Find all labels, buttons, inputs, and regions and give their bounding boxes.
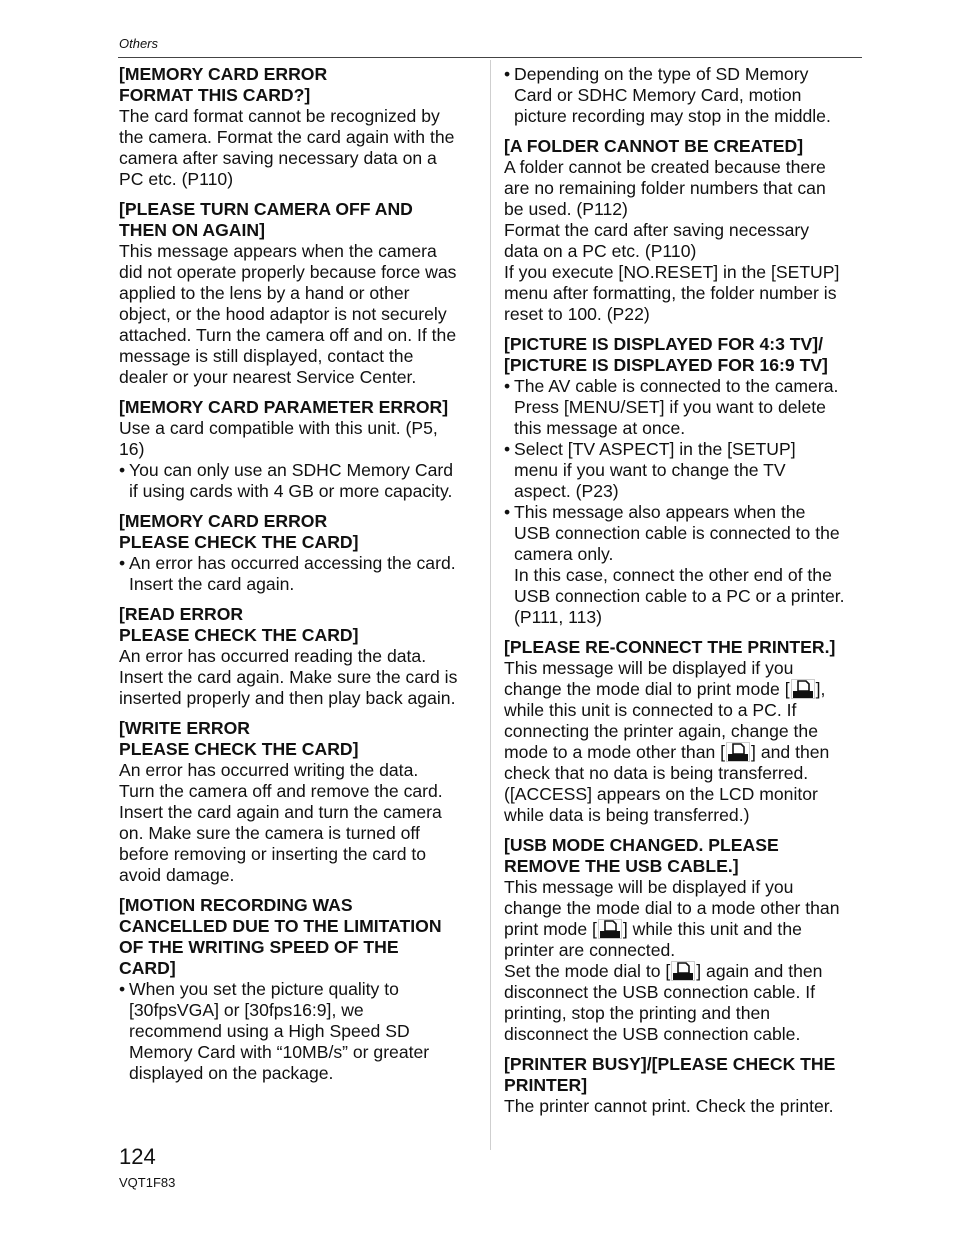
text-line: check that no data is being transferred.	[504, 763, 809, 783]
text-line: [MOTION RECORDING WAS	[119, 895, 353, 915]
text-line: message is still displayed, contact the	[119, 346, 414, 366]
text-line: The card format cannot be recognized by	[119, 106, 440, 126]
text-line: camera after saving necessary data on a	[119, 148, 437, 168]
message-heading	[504, 1054, 864, 1096]
text-line: The AV cable is connected to the camera.	[514, 376, 839, 396]
text-line: [PLEASE TURN CAMERA OFF AND	[119, 199, 413, 219]
text-line: PLEASE CHECK THE CARD]	[119, 625, 359, 645]
text-line: ] again and then	[696, 961, 823, 981]
text-line: if using cards with 4 GB or more capacity.	[129, 481, 453, 501]
message-section	[504, 64, 864, 127]
text-line: menu after formatting, the folder number is	[504, 283, 837, 303]
text-line: while data is being transferred.)	[504, 805, 750, 825]
text-line: this message at once.	[514, 418, 686, 438]
bullet-item	[119, 553, 481, 595]
text-line: camera only.	[514, 544, 614, 564]
text-line: PRINTER]	[504, 1075, 588, 1095]
text-line: [READ ERROR	[119, 604, 244, 624]
message-heading	[119, 895, 481, 979]
text-line: ] while this unit and the	[622, 919, 802, 939]
text-line: This message appears when the camera	[119, 241, 437, 261]
text-line: printing, stop the printing and then	[504, 1003, 771, 1023]
message-body	[119, 760, 481, 886]
message-heading	[504, 835, 864, 877]
message-heading	[119, 397, 481, 418]
bullet-item	[504, 439, 864, 502]
text-line: print mode [	[504, 919, 597, 939]
text-line: dealer or your nearest Service Center.	[119, 367, 417, 387]
text-line: be used. (P112)	[504, 199, 628, 219]
message-heading	[504, 136, 864, 157]
text-line: Memory Card with “10MB/s” or greater	[129, 1042, 430, 1062]
message-section	[504, 334, 864, 628]
message-section	[504, 835, 864, 1045]
text-line: This message also appears when the	[514, 502, 806, 522]
printer-icon	[791, 679, 815, 699]
printer-icon	[671, 961, 695, 981]
text-line: mode to a mode other than [	[504, 742, 726, 762]
text-line: Select [TV ASPECT] in the [SETUP]	[514, 439, 796, 459]
message-body	[504, 658, 864, 826]
message-section	[504, 1054, 864, 1117]
text-line: Depending on the type of SD Memory	[514, 64, 809, 84]
message-section	[119, 511, 481, 595]
text-line: An error has occurred writing the data.	[119, 760, 419, 780]
text-line: A folder cannot be created because there	[504, 157, 826, 177]
text-line: menu if you want to change the TV	[514, 460, 786, 480]
text-line: [PICTURE IS DISPLAYED FOR 16:9 TV]	[504, 355, 828, 375]
text-line: CANCELLED DUE TO THE LIMITATION	[119, 916, 442, 936]
message-heading	[119, 604, 481, 646]
text-line: Insert the card again. Make sure the card is	[119, 667, 458, 687]
text-line: You can only use an SDHC Memory Card	[129, 460, 454, 480]
text-line: (P111, 113)	[514, 607, 603, 627]
printer-icon	[598, 919, 622, 939]
model-code: VQT1F83	[119, 1175, 176, 1190]
column-divider	[490, 60, 491, 1150]
message-body	[119, 241, 481, 388]
page-number: 124	[119, 1144, 156, 1169]
text-line: [PICTURE IS DISPLAYED FOR 4:3 TV]/	[504, 334, 824, 354]
bullet-item	[119, 460, 481, 502]
message-section	[119, 64, 481, 190]
text-line: Turn the camera off and remove the card.	[119, 781, 443, 801]
text-line: on. Make sure the camera is turned off	[119, 823, 420, 843]
header-rule	[118, 57, 862, 58]
section-header: Others	[119, 36, 159, 51]
text-line: REMOVE THE USB CABLE.]	[504, 856, 739, 876]
text-line: FORMAT THIS CARD?]	[119, 85, 311, 105]
text-line: This message will be displayed if you	[504, 658, 794, 678]
text-line: If you execute [NO.RESET] in the [SETUP]	[504, 262, 840, 282]
text-line: Card or SDHC Memory Card, motion	[514, 85, 802, 105]
text-line: 16)	[119, 439, 145, 459]
message-heading	[119, 718, 481, 760]
text-line: [PLEASE RE-CONNECT THE PRINTER.]	[504, 637, 836, 657]
text-line: Set the mode dial to [	[504, 961, 671, 981]
text-line: displayed on the package.	[129, 1063, 334, 1083]
text-line: avoid damage.	[119, 865, 235, 885]
text-line: [PRINTER BUSY]/[PLEASE CHECK THE	[504, 1054, 836, 1074]
text-line: When you set the picture quality to	[129, 979, 399, 999]
text-line: before removing or inserting the card to	[119, 844, 427, 864]
left-column	[119, 64, 481, 1093]
text-line: [USB MODE CHANGED. PLEASE	[504, 835, 779, 855]
text-line: PC etc. (P110)	[119, 169, 234, 189]
bullet-item	[504, 64, 864, 127]
text-line: Use a card compatible with this unit. (P5,	[119, 418, 438, 438]
text-line: THEN ON AGAIN]	[119, 220, 265, 240]
text-line: disconnect the USB connection cable.	[504, 1024, 801, 1044]
text-line: ] and then	[751, 742, 830, 762]
text-line: while this unit is connected to a PC. If	[504, 700, 797, 720]
message-section	[119, 199, 481, 388]
bullet-item	[119, 979, 481, 1084]
text-line: OF THE WRITING SPEED OF THE	[119, 937, 399, 957]
text-line: PLEASE CHECK THE CARD]	[119, 739, 359, 759]
text-line: [WRITE ERROR	[119, 718, 250, 738]
message-section	[504, 136, 864, 325]
message-body	[504, 1096, 864, 1117]
text-line: did not operate properly because force was	[119, 262, 457, 282]
text-line: An error has occurred reading the data.	[119, 646, 427, 666]
message-section	[119, 604, 481, 709]
message-heading	[119, 511, 481, 553]
text-line: [A FOLDER CANNOT BE CREATED]	[504, 136, 804, 156]
text-line: connecting the printer again, change the	[504, 721, 818, 741]
text-line: [MEMORY CARD PARAMETER ERROR]	[119, 397, 449, 417]
message-section	[119, 895, 481, 1084]
text-line: The printer cannot print. Check the printer.	[504, 1096, 834, 1116]
text-line: USB connection cable is connected to the	[514, 523, 840, 543]
message-heading	[119, 64, 481, 106]
text-line: ],	[815, 679, 826, 699]
message-body	[119, 106, 481, 190]
text-line: Insert the card again and turn the camera	[119, 802, 442, 822]
message-heading	[119, 199, 481, 241]
text-line: the camera. Format the card again with the	[119, 127, 455, 147]
bullet-item	[504, 502, 864, 628]
printer-icon	[726, 742, 750, 762]
text-line: Insert the card again.	[129, 574, 295, 594]
message-heading	[504, 637, 864, 658]
text-line: This message will be displayed if you	[504, 877, 794, 897]
text-line: printer are connected.	[504, 940, 676, 960]
text-line: USB connection cable to a PC or a printer.	[514, 586, 845, 606]
text-line: [MEMORY CARD ERROR	[119, 511, 328, 531]
text-line: Press [MENU/SET] if you want to delete	[514, 397, 826, 417]
message-body	[119, 418, 481, 460]
message-section	[119, 718, 481, 886]
message-section	[119, 397, 481, 502]
text-line: object, or the hood adaptor is not securely	[119, 304, 447, 324]
text-line: PLEASE CHECK THE CARD]	[119, 532, 359, 552]
text-line: CARD]	[119, 958, 176, 978]
message-heading	[504, 334, 864, 376]
right-column	[504, 64, 864, 1126]
text-line: inserted properly and then play back again.	[119, 688, 456, 708]
text-line: disconnect the USB connection cable. If	[504, 982, 816, 1002]
text-line: aspect. (P23)	[514, 481, 619, 501]
message-body	[504, 157, 864, 325]
text-line: picture recording may stop in the middle.	[514, 106, 831, 126]
text-line: reset to 100. (P22)	[504, 304, 650, 324]
text-line: applied to the lens by a hand or other	[119, 283, 410, 303]
message-section	[504, 637, 864, 826]
text-line: An error has occurred accessing the card.	[129, 553, 456, 573]
text-line: In this case, connect the other end of the	[514, 565, 832, 585]
text-line: data on a PC etc. (P110)	[504, 241, 697, 261]
text-line: change the mode dial to print mode [	[504, 679, 790, 699]
text-line: [30fpsVGA] or [30fps16:9], we	[129, 1000, 364, 1020]
text-line: are no remaining folder numbers that can	[504, 178, 826, 198]
bullet-item	[504, 376, 864, 439]
text-line: Format the card after saving necessary	[504, 220, 810, 240]
text-line: ([ACCESS] appears on the LCD monitor	[504, 784, 818, 804]
message-body	[504, 877, 864, 1045]
text-line: [MEMORY CARD ERROR	[119, 64, 328, 84]
text-line: recommend using a High Speed SD	[129, 1021, 410, 1041]
text-line: attached. Turn the camera off and on. If the	[119, 325, 457, 345]
message-body	[119, 646, 481, 709]
text-line: change the mode dial to a mode other than	[504, 898, 840, 918]
